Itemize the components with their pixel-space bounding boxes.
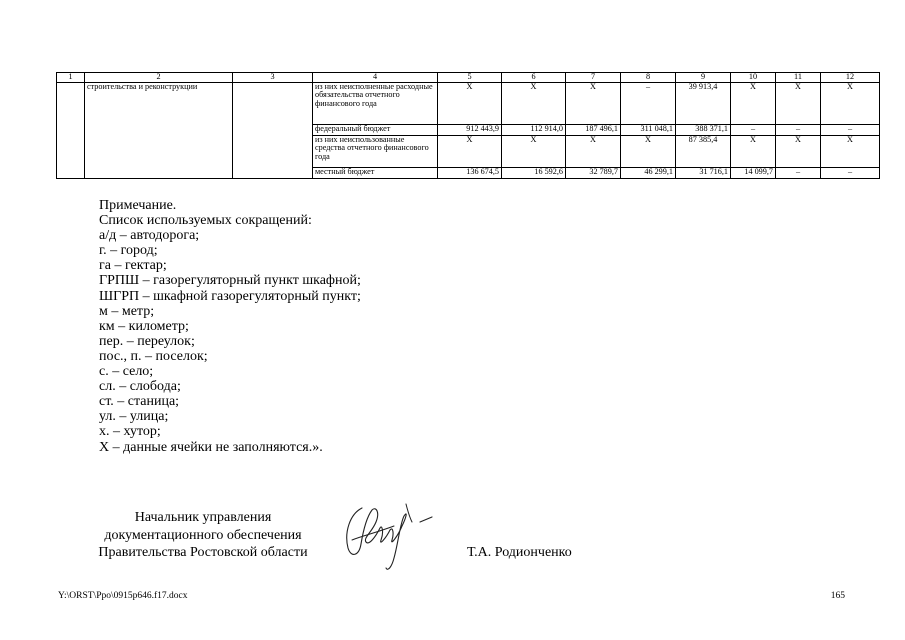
table-cell: Х [731, 135, 776, 167]
abbreviation-item: пер. – переулок; [99, 333, 195, 349]
row-label: местный бюджет [313, 167, 438, 178]
table-cell: Х [821, 82, 880, 124]
table-cell: – [621, 82, 676, 124]
col-header: 2 [85, 73, 233, 83]
table-cell: 136 674,5 [438, 167, 502, 178]
col-header: 3 [233, 73, 313, 83]
abbreviation-item: ул. – улица; [99, 409, 169, 425]
table-cell: 87 385,4 [676, 135, 731, 167]
table-cell: Х [776, 135, 821, 167]
table-cell: 112 914,0 [502, 124, 566, 135]
budget-table [56, 72, 880, 179]
col-header: 9 [676, 73, 731, 83]
table-cell: 187 496,1 [566, 124, 621, 135]
table-row [57, 82, 880, 124]
table-cell: Х [438, 135, 502, 167]
handwritten-signature [332, 496, 442, 578]
col-header: 7 [566, 73, 621, 83]
position-line: Правительства Ростовской области [98, 545, 308, 560]
col-header: 6 [502, 73, 566, 83]
col-header: 4 [313, 73, 438, 83]
abbreviation-item: км – километр; [99, 318, 189, 334]
table-cell: Х [566, 82, 621, 124]
table-cell: 16 592,6 [502, 167, 566, 178]
table-cell-description: строительства и реконструкции [85, 82, 233, 178]
abbreviation-item: сл. – слобода; [99, 379, 181, 395]
note-title: Примечание. [99, 198, 177, 213]
col-header: 11 [776, 73, 821, 83]
table-cell: 388 371,1 [676, 124, 731, 135]
signatory-position [58, 509, 348, 562]
abbreviation-item: г. – город; [99, 243, 158, 259]
col-header: 1 [57, 73, 85, 83]
table-cell: Х [438, 82, 502, 124]
position-line: документационного обеспечения [104, 527, 302, 543]
table-cell: 31 716,1 [676, 167, 731, 178]
abbreviation-item: а/д – автодорога; [99, 228, 200, 244]
table-cell: – [731, 124, 776, 135]
abbreviation-item: с. – село; [99, 364, 154, 380]
table-cell: Х [566, 135, 621, 167]
page-number: 165 [830, 591, 845, 601]
footer-file-path: Y:\ORST\Ppo\0915p646.f17.docx [58, 591, 188, 601]
abbreviation-item: ШГРП – шкафной газорегуляторный пункт; [99, 288, 361, 304]
table-cell: Х [776, 82, 821, 124]
col-header: 8 [621, 73, 676, 83]
table-cell: 912 443,9 [438, 124, 502, 135]
abbreviation-item: м – метр; [99, 303, 155, 319]
abbreviation-item: га – гектар; [99, 258, 167, 274]
note-intro: Список используемых сокращений: [99, 213, 312, 229]
col-header: 5 [438, 73, 502, 83]
table-header-row [57, 73, 880, 83]
signatory-name: Т.А. Родионченко [467, 545, 572, 560]
table-cell: Х [821, 135, 880, 167]
abbreviation-item: Х – данные ячейки не заполняются.». [99, 439, 323, 455]
table-cell: 14 099,7 [731, 167, 776, 178]
abbreviation-item: ГРПШ – газорегуляторный пункт шкафной; [99, 273, 361, 289]
abbreviation-item: пос., п. – поселок; [99, 348, 208, 364]
table-cell-number [57, 82, 85, 178]
table-cell: 46 299,1 [621, 167, 676, 178]
table-cell: Х [731, 82, 776, 124]
table-cell: – [776, 167, 821, 178]
row-label: федеральный бюджет [313, 124, 438, 135]
row-label: из них неиспользованные средства отчетного финансового года [313, 135, 438, 167]
col-header: 10 [731, 73, 776, 83]
table-cell: – [776, 124, 821, 135]
row-label: из них неисполненные расходные обязательства отчетного финансового года [313, 82, 438, 124]
col-header: 12 [821, 73, 880, 83]
table-cell: Х [502, 135, 566, 167]
abbreviation-item: х. – хутор; [99, 424, 161, 440]
table-cell: – [821, 167, 880, 178]
table-cell: Х [502, 82, 566, 124]
position-line: Начальник управления [134, 510, 272, 525]
table-cell: 311 048,1 [621, 124, 676, 135]
table-cell-empty [233, 82, 313, 178]
table-cell: 32 789,7 [566, 167, 621, 178]
table-cell: – [821, 124, 880, 135]
abbreviations-note [99, 198, 361, 455]
table-cell: 39 913,4 [676, 82, 731, 124]
abbreviation-item: ст. – станица; [99, 394, 180, 410]
table-cell: Х [621, 135, 676, 167]
